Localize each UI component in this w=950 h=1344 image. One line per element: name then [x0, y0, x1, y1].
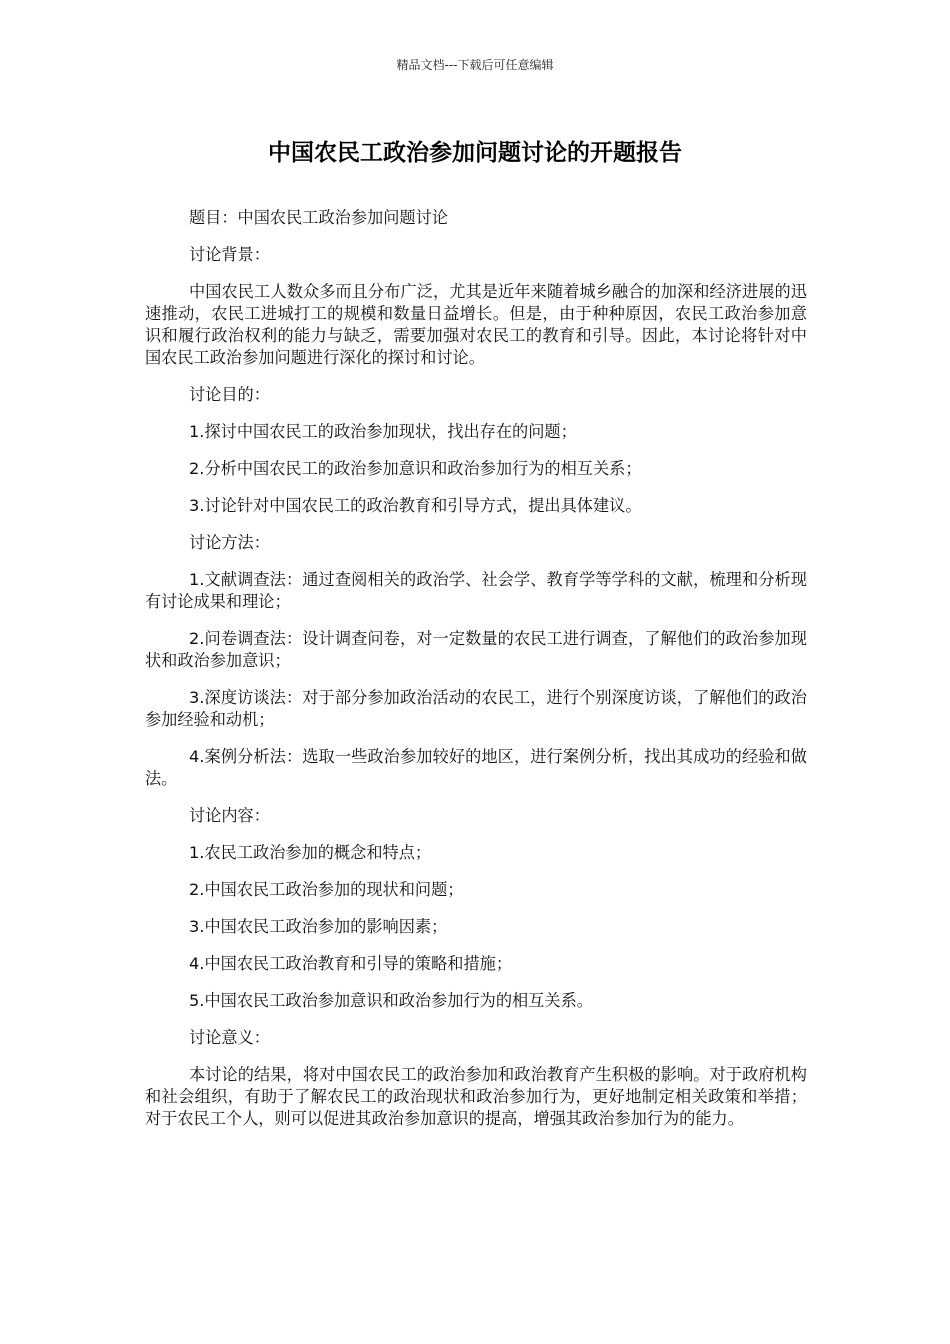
- method-item: 3.深度访谈法：对于部分参加政治活动的农民工，进行个别深度访谈，了解他们的政治参加经验和动机；: [145, 688, 807, 729]
- background-paragraph: 中国农民工人数众多而且分布广泛，尤其是近年来随着城乡融合的加深和经济进展的迅速推动，农民工进城打工的规模和数量日益增长。但是，由于种种原因，农民工政治参加意识和履行政治权利的能力与缺乏，需要加强对农民工的教育和引导。因此，本讨论将针对中国农民工政治参加问题进行深化的探讨和讨论。: [145, 282, 807, 367]
- content-item: 3.中国农民工政治参加的影响因素；: [189, 917, 448, 936]
- document-body: [145, 207, 807, 1145]
- content-heading: 讨论内容：: [189, 806, 270, 825]
- significance-heading: 讨论意义：: [189, 1028, 270, 1047]
- method-item: 2.问卷调查法：设计调查问卷，对一定数量的农民工进行调查，了解他们的政治参加现状和政治参加意识；: [145, 629, 807, 670]
- document-title: 中国农民工政治参加问题讨论的开题报告: [268, 140, 682, 166]
- content-item: 1.农民工政治参加的概念和特点；: [189, 843, 432, 862]
- purpose-item: 3.讨论针对中国农民工的政治教育和引导方式，提出具体建议。: [189, 496, 642, 515]
- topic-line: 题目：中国农民工政治参加问题讨论: [189, 208, 448, 227]
- purpose-item: 1.探讨中国农民工的政治参加现状，找出存在的问题；: [189, 422, 577, 441]
- background-heading: 讨论背景：: [189, 245, 270, 264]
- content-item: 2.中国农民工政治参加的现状和问题；: [189, 880, 464, 899]
- purpose-item: 2.分析中国农民工的政治参加意识和政治参加行为的相互关系；: [189, 459, 642, 478]
- method-item: 4.案例分析法：选取一些政治参加较好的地区，进行案例分析，找出其成功的经验和做法。: [145, 747, 807, 788]
- content-item: 4.中国农民工政治教育和引导的策略和措施；: [189, 954, 513, 973]
- method-item: 1.文献调查法：通过查阅相关的政治学、社会学、教育学等学科的文献，梳理和分析现有讨论成果和理论；: [145, 570, 807, 611]
- purpose-heading: 讨论目的：: [189, 385, 270, 404]
- page-header: 精品文档---下载后可任意编辑: [396, 58, 554, 72]
- methods-heading: 讨论方法：: [189, 533, 270, 552]
- significance-paragraph: 本讨论的结果，将对中国农民工的政治参加和政治教育产生积极的影响。对于政府机构和社会组织，有助于了解农民工的政治现状和政治参加行为，更好地制定相关政策和举措；对于农民工个人，则可以促进其政治参加意识的提高，增强其政治参加行为的能力。: [145, 1065, 807, 1128]
- content-item: 5.中国农民工政治参加意识和政治参加行为的相互关系。: [189, 991, 593, 1010]
